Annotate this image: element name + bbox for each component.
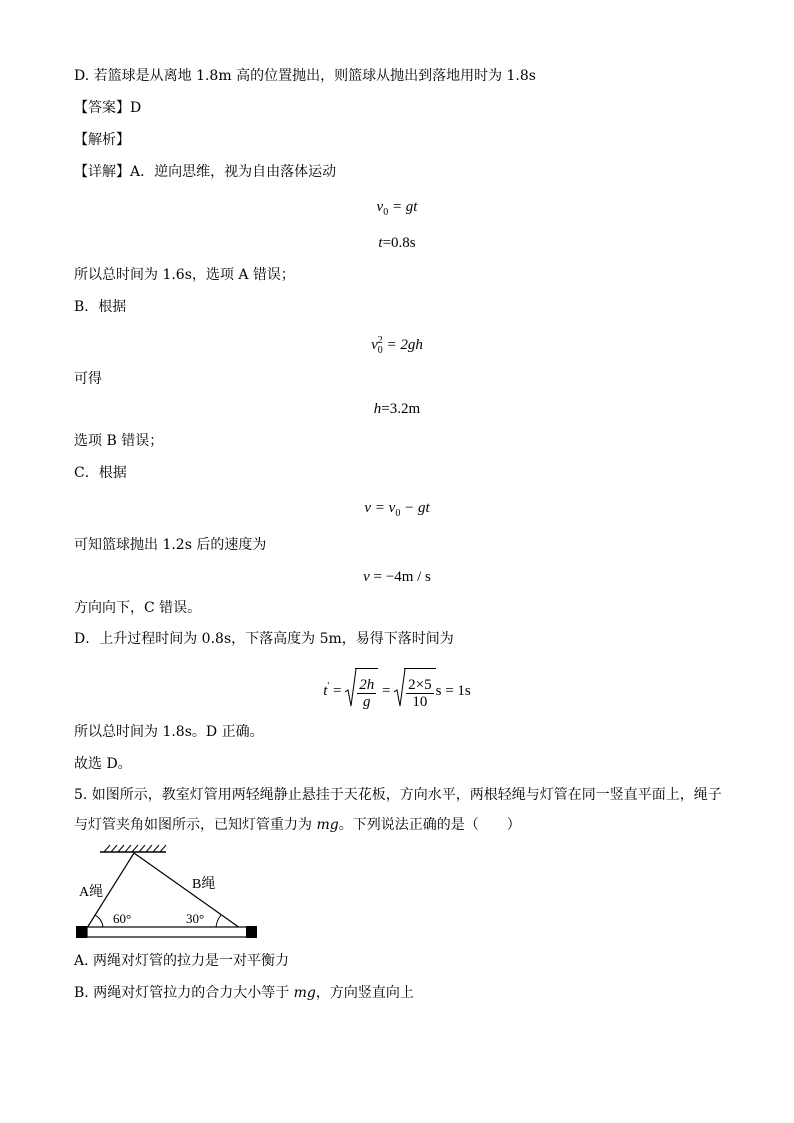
total-time-d: 所以总时间为 1.8s。D 正确。: [74, 724, 264, 740]
lamp-tube: [87, 927, 251, 937]
equation-1: $v_0$ = gt: [376, 199, 418, 218]
rope-a-label: A绳: [79, 885, 104, 900]
sqrt-2: [394, 668, 435, 715]
lamp-end-right: [246, 926, 257, 938]
analysis-tag: 【解析】: [74, 132, 130, 148]
answer-tag: 【答案】: [74, 100, 130, 116]
ceiling-hatch: [104, 845, 166, 852]
answer-value: D: [130, 100, 142, 116]
fraction-2: $\frac{2\times 5}{10}$: [408, 677, 432, 711]
question-5-line1: 5. 如图所示，教室灯管用两轻绳静止悬挂于天花板，方向水平，两根轻绳与灯管在同一竖直平面上，绳子: [74, 787, 722, 803]
angle-arc-a: [95, 915, 103, 927]
velocity-after-text: 可知篮球抛出 1.2s 后的速度为: [74, 537, 267, 553]
option-c-wrong: 方向向下，C 错误。: [74, 600, 202, 616]
fraction-1: $\frac{2h}{g}$: [359, 677, 375, 711]
detail-d-text: D．上升过程时间为 0.8s，下落高度为 5m，易得下落时间为: [74, 631, 454, 647]
equation-6: v = −4m / s: [363, 569, 431, 585]
equation-4: h=3.2m: [373, 401, 421, 417]
angle-a-label: 60°: [113, 911, 132, 926]
detail-b-text: B．根据: [74, 299, 127, 315]
therefore-text: 可得: [74, 371, 102, 387]
equation-3: $v_0^2 = 2gh$: [371, 335, 423, 356]
lamp-diagram: [70, 840, 270, 945]
question-5-line2: 与灯管夹角如图所示，已知灯管重力为 mg。下列说法正确的是（ ）: [74, 817, 521, 833]
detail-c-text: C．根据: [74, 465, 127, 481]
equation-5: $v = v_0$ − gt: [364, 500, 430, 519]
rope-b-label: B绳: [192, 877, 216, 892]
choose-d-text: 故选 D。: [74, 756, 132, 772]
detail-a-text: 【详解】A．逆向思维，视为自由落体运动: [74, 164, 337, 180]
option-b-wrong: 选项 B 错误；: [74, 433, 164, 449]
option-5b: B. 两绳对灯管拉力的合力大小等于 mg，方向竖直向上: [74, 985, 414, 1001]
lamp-end-left: [76, 926, 87, 938]
angle-b-label: 30°: [186, 911, 205, 926]
total-time-a: 所以总时间为 1.6s，选项 A 错误；: [74, 267, 295, 283]
sqrt-1: [345, 668, 378, 715]
lamp-figure: [70, 840, 270, 949]
equation-7: t' = $\frac{2h}{g}$ = $\frac{2\times 5}{10}$ s = 1s: [0, 665, 794, 709]
answer-line: [74, 98, 141, 118]
option-d-text: D. 若篮球是从离地 1.8m 高的位置抛出，则篮球从抛出到落地用时为 1.8s: [74, 68, 536, 84]
equation-2: t=0.8s: [378, 235, 416, 251]
angle-arc-b: [216, 915, 221, 927]
option-5a: A. 两绳对灯管的拉力是一对平衡力: [74, 953, 290, 969]
